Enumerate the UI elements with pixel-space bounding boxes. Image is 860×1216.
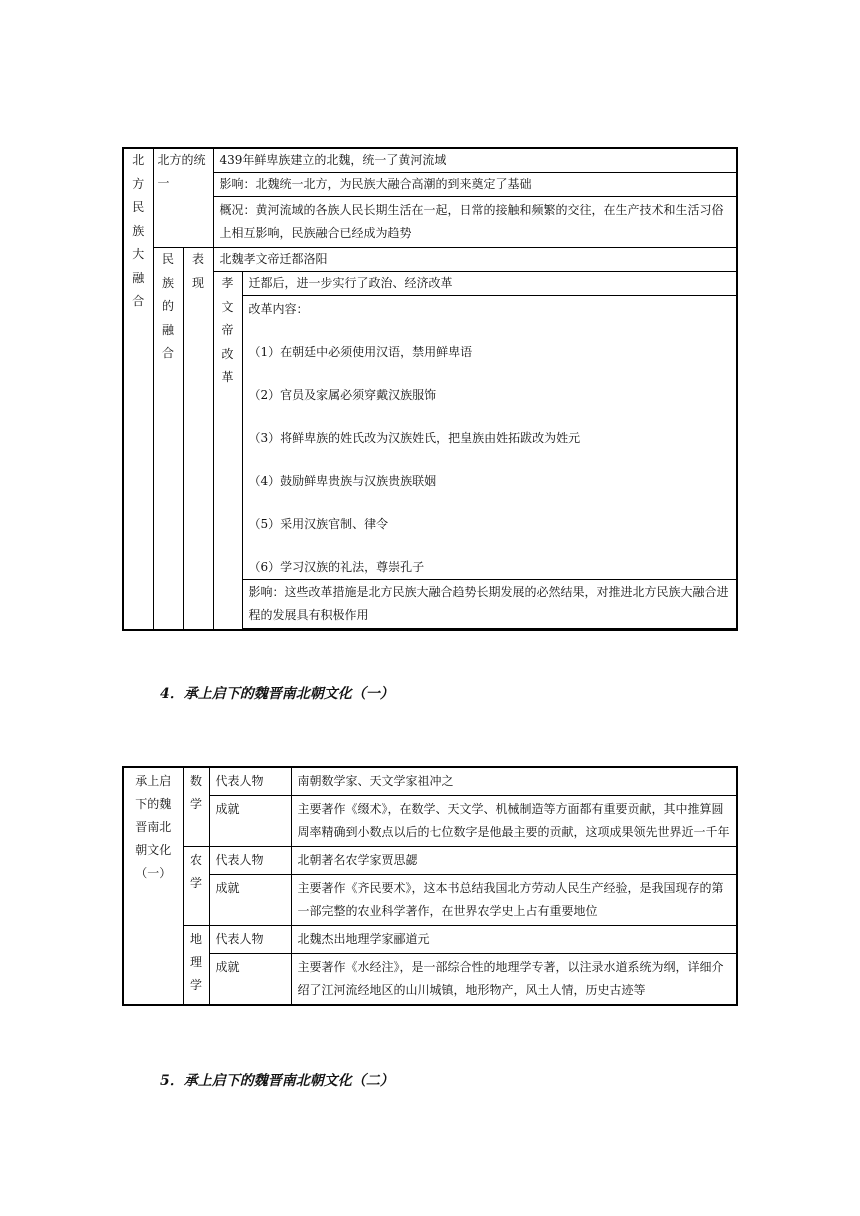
achieve-value: 主要著作《齐民要术》，这本书总结我国北方劳动人民生产经验，是我国现存的第一部完整的农业科学著作，在世界农学史上占有重要地位 <box>291 875 737 926</box>
achieve-label: 成就 <box>209 875 291 926</box>
section-heading-4: 4．承上启下的魏晋南北朝文化（一） <box>160 686 394 702</box>
unify-row: 概况：黄河流域的各族人民长期生活在一起，日常的接触和频繁的交往，在生产技术和生活习俗上相互影响，民族融合已经成为趋势 <box>213 197 737 248</box>
achieve-value: 主要著作《缀术》，在数学、天文学、机械制造等方面都有重要贡献，其中推算圆周率精确到小数点以后的七位数字是他最主要的贡献，这项成果领先世界近一千年 <box>291 796 737 847</box>
person-value: 南朝数学家、天文学家祖冲之 <box>291 767 737 796</box>
reform-item: （5）采用汉族官制、律令 <box>248 517 389 531</box>
northern-fusion-label: 北方民族大融合 <box>123 148 153 630</box>
northern-unify-label: 北方的统一 <box>153 148 213 248</box>
achieve-label: 成就 <box>209 954 291 1006</box>
after-move-row: 迁都后，进一步实行了政治、经济改革 <box>242 272 737 296</box>
person-label: 代表人物 <box>209 767 291 796</box>
achieve-label: 成就 <box>209 796 291 847</box>
person-value: 北朝著名农学家贾思勰 <box>291 847 737 875</box>
unify-row: 影响：北魏统一北方，为民族大融合高潮的到来奠定了基础 <box>213 173 737 197</box>
section-heading-5: 5．承上启下的魏晋南北朝文化（二） <box>160 1073 394 1089</box>
northern-fusion-table <box>122 147 738 631</box>
xiaowen-reform-label: 孝文帝改革 <box>213 272 242 631</box>
reform-item: （1）在朝廷中必须使用汉语，禁用鲜卑语 <box>248 345 473 359</box>
person-label: 代表人物 <box>209 847 291 875</box>
reform-content-title: 改革内容： <box>248 302 309 316</box>
culture-table-1 <box>122 766 738 1006</box>
move-capital-row: 北魏孝文帝迁都洛阳 <box>213 248 737 272</box>
reform-item: （2）官员及家属必须穿戴汉族服饰 <box>248 388 437 402</box>
ethnic-fusion-label: 民族的融合 <box>153 248 183 631</box>
achieve-value: 主要著作《水经注》，是一部综合性的地理学专著，以注录水道系统为纲，详细介绍了江河流经地区的山川城镇，地形物产，风土人情，历史古迹等 <box>291 954 737 1006</box>
subject-label: 地理学 <box>183 926 209 1006</box>
reform-content-cell <box>242 296 737 580</box>
reform-list <box>249 341 730 579</box>
manifestation-label: 表现 <box>183 248 213 631</box>
reform-effect-row: 影响：这些改革措施是北方民族大融合趋势长期发展的必然结果，对推进北方民族大融合进程的发展具有积极作用 <box>242 580 737 629</box>
reform-item: （3）将鲜卑族的姓氏改为汉族姓氏，把皇族由姓拓跋改为姓元 <box>248 431 581 445</box>
subject-label: 数学 <box>183 767 209 847</box>
culture-main-label: 承上启下的魏晋南北朝文化（一） <box>123 767 183 1005</box>
subject-label: 农学 <box>183 847 209 926</box>
reform-item: （4）鼓励鲜卑贵族与汉族贵族联姻 <box>248 474 437 488</box>
person-value: 北魏杰出地理学家郦道元 <box>291 926 737 954</box>
person-label: 代表人物 <box>209 926 291 954</box>
unify-row: 439年鲜卑族建立的北魏，统一了黄河流域 <box>213 148 737 173</box>
reform-item: （6）学习汉族的礼法，尊崇孔子 <box>248 560 425 574</box>
